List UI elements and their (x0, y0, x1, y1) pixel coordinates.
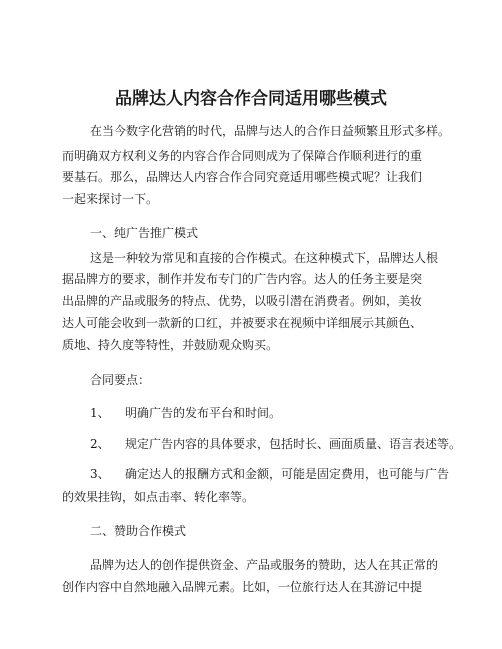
section1-line-4: 达人可能会收到一款新的口红，并被要求在视频中详细展示其颜色、 (62, 316, 423, 330)
section1-line-1: 这是一种较为常见和直接的合作模式。在这种模式下，品牌达人根 (90, 251, 439, 265)
point-text-1: 明确广告的发布平台和时间。 (125, 406, 282, 420)
section2-line-2: 创作内容中自然地融入品牌元素。比如，一位旅行达人在其游记中提 (62, 580, 423, 594)
section2-heading: 二、赞助合作模式 (90, 524, 187, 538)
intro-line-4: 一起来探讨一下。 (62, 192, 159, 206)
point-number-3: 3、 (90, 467, 110, 481)
section2-line-1: 品牌为达人的创作提供资金、产品或服务的赞助，达人在其正常的 (90, 558, 439, 572)
section1-line-3: 出品牌的产品或服务的特点、优势，以吸引潜在消费者。例如，美妆 (62, 294, 423, 308)
intro-line-1: 在当今数字化营销的时代，品牌与达人的合作日益频繁且形式多样。 (90, 124, 451, 138)
point-number-2: 2、 (90, 437, 110, 451)
point-number-1: 1、 (90, 406, 110, 420)
section1-line-5: 质地、持久度等特性，并鼓励观众购买。 (62, 338, 279, 352)
document-title: 品牌达人内容合作合同适用哪些模式 (115, 89, 387, 109)
point-text-3: 确定达人的报酬方式和金额，可能是固定费用，也可能与广告 (125, 467, 450, 481)
intro-line-3: 要基石。那么，品牌达人内容合作合同究竟适用哪些模式呢？让我们 (62, 170, 423, 184)
point-text-2: 规定广告内容的具体要求，包括时长、画面质量、语言表述等。 (125, 437, 462, 451)
point-text-3-continued: 的效果挂钩，如点击率、转化率等。 (62, 490, 255, 504)
section1-heading: 一、纯广告推广模式 (90, 226, 199, 240)
intro-line-2: 而明确双方权利义务的内容合作合同则成为了保障合作顺利进行的重 (62, 149, 423, 163)
section1-line-2: 据品牌方的要求，制作并发布专门的广告内容。达人的任务主要是突 (62, 272, 423, 286)
points-heading: 合同要点： (90, 373, 151, 387)
